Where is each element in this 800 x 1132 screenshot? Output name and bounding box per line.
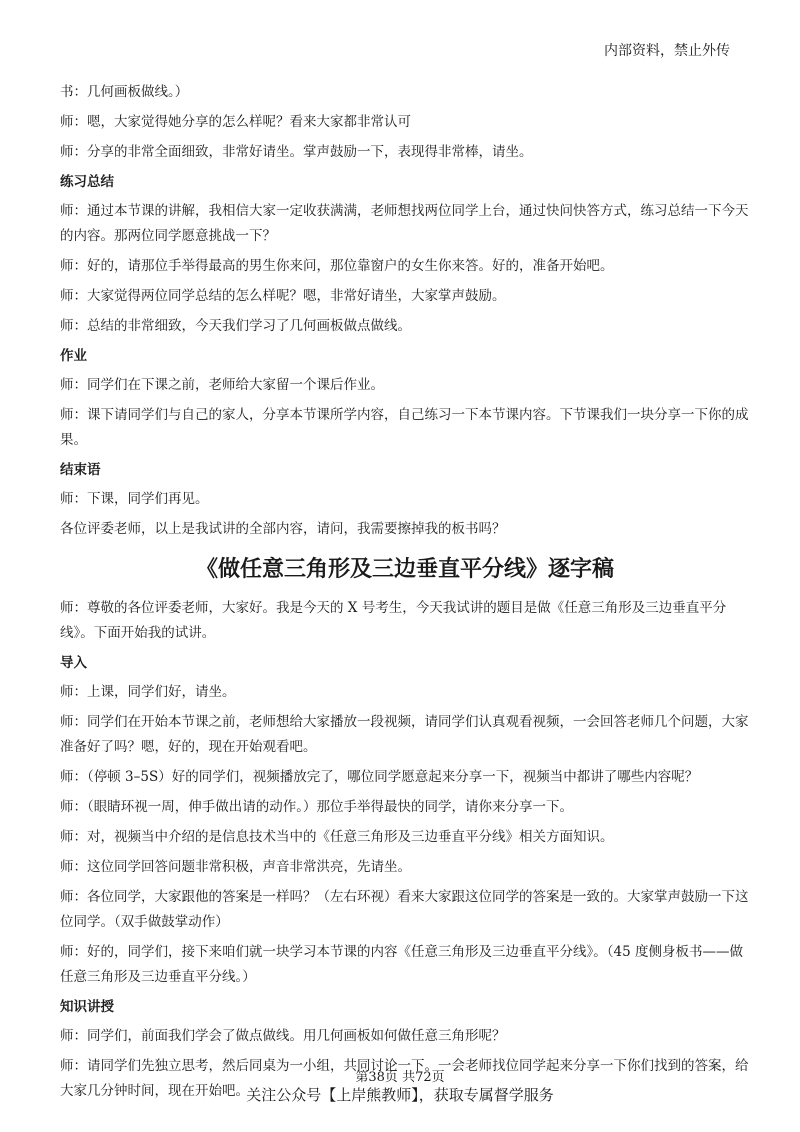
paragraph: 师：（眼睛环视一周，伸手做出请的动作。）那位手举得最快的同学，请你来分享一下。 bbox=[60, 799, 573, 815]
paragraph: 师：尊敬的各位评委老师，大家好。我是今天的 X 号考生，今天我试讲的题目是做《任意三角形及三边垂直平分线》。下面开始我的试讲。 bbox=[60, 600, 727, 641]
paragraph: 书：几何画板做线。） bbox=[60, 84, 189, 100]
document-body bbox=[60, 80, 750, 1109]
paragraph: 师：同学们在开始本节课之前，老师想给大家播放一段视频，请同学们认真观看视频，一会回答老师几个问题，大家准备好了吗？嗯，好的，现在开始观看吧。 bbox=[60, 714, 749, 755]
section-new-lesson bbox=[60, 596, 750, 1104]
paragraph: 师：通过本节课的讲解，我相信大家一定收获满满，老师想找两位同学上台，通过快问快答方式，练习总结一下今天的内容。那两位同学愿意挑战一下？ bbox=[60, 203, 749, 244]
paragraph: 师：（停顿 3–5S）好的同学们，视频播放完了，哪位同学愿意起来分享一下，视频当中都讲了哪些内容呢？ bbox=[60, 769, 699, 785]
page-title: 《做任意三角形及三边垂直平分线》逐字稿 bbox=[195, 556, 614, 582]
paragraph: 师：分享的非常全面细致，非常好请坐。掌声鼓励一下，表现得非常棒，请坐。 bbox=[60, 144, 533, 160]
paragraph: 师：这位同学回答问题非常积极，声音非常洪亮，先请坐。 bbox=[60, 859, 411, 875]
paragraph: 师：嗯，大家觉得她分享的怎么样呢？看来大家都非常认可 bbox=[60, 114, 411, 130]
section-heading: 结束语 bbox=[60, 462, 101, 478]
paragraph: 师：同学们在下课之前，老师给大家留一个课后作业。 bbox=[60, 377, 384, 393]
header-note: 内部资料，禁止外传 bbox=[604, 43, 730, 59]
footer-promo: 关注公众号【上岸熊教师】，获取专属督学服务 bbox=[246, 1086, 554, 1104]
paragraph: 师：各位同学，大家跟他的答案是一样吗？（左右环视）看来大家跟这位同学的答案是一致的。大家掌声鼓励一下这位同学。（双手做鼓掌动作） bbox=[60, 889, 749, 930]
paragraph: 师：请同学们先独立思考，然后同桌为一小组，共同讨论一下。一会老师找位同学起来分享一下你们找到的答案，给大家几分钟时间，现在开始吧。 bbox=[60, 1058, 749, 1099]
paragraph: 师：下课，同学们再见。 bbox=[60, 491, 209, 507]
section-heading: 作业 bbox=[60, 348, 87, 364]
paragraph: 师：对，视频当中介绍的是信息技术当中的《任意三角形及三边垂直平分线》相关方面知识。 bbox=[60, 829, 614, 845]
page-number: 第38页 共72页 bbox=[355, 1070, 445, 1085]
paragraph: 师：大家觉得两位同学总结的怎么样呢？嗯，非常好请坐，大家掌声鼓励。 bbox=[60, 288, 506, 304]
paragraph: 师：上课，同学们好，请坐。 bbox=[60, 684, 236, 700]
section-previous-lesson bbox=[60, 80, 750, 542]
section-heading: 知识讲授 bbox=[60, 999, 114, 1015]
paragraph: 师：总结的非常细致，今天我们学习了几何画板做点做线。 bbox=[60, 318, 411, 334]
paragraph: 各位评委老师，以上是我试讲的全部内容，请问，我需要擦掉我的板书吗？ bbox=[60, 521, 506, 537]
section-heading: 练习总结 bbox=[60, 174, 114, 190]
paragraph: 师：课下请同学们与自己的家人，分享本节课所学内容，自己练习一下本节课内容。下节课我们一块分享一下你的成果。 bbox=[60, 407, 749, 448]
paragraph: 师：好的，请那位手举得最高的男生你来问，那位靠窗户的女生你来答。好的，准备开始吧。 bbox=[60, 258, 614, 274]
paragraph: 师：同学们，前面我们学会了做点做线。用几何画板如何做任意三角形呢？ bbox=[60, 1028, 506, 1044]
paragraph: 师：好的，同学们，接下来咱们就一块学习本节课的内容《任意三角形及三边垂直平分线》。（45 度侧身板书——做任意三角形及三边垂直平分线。） bbox=[60, 944, 743, 985]
section-heading: 导入 bbox=[60, 655, 87, 671]
